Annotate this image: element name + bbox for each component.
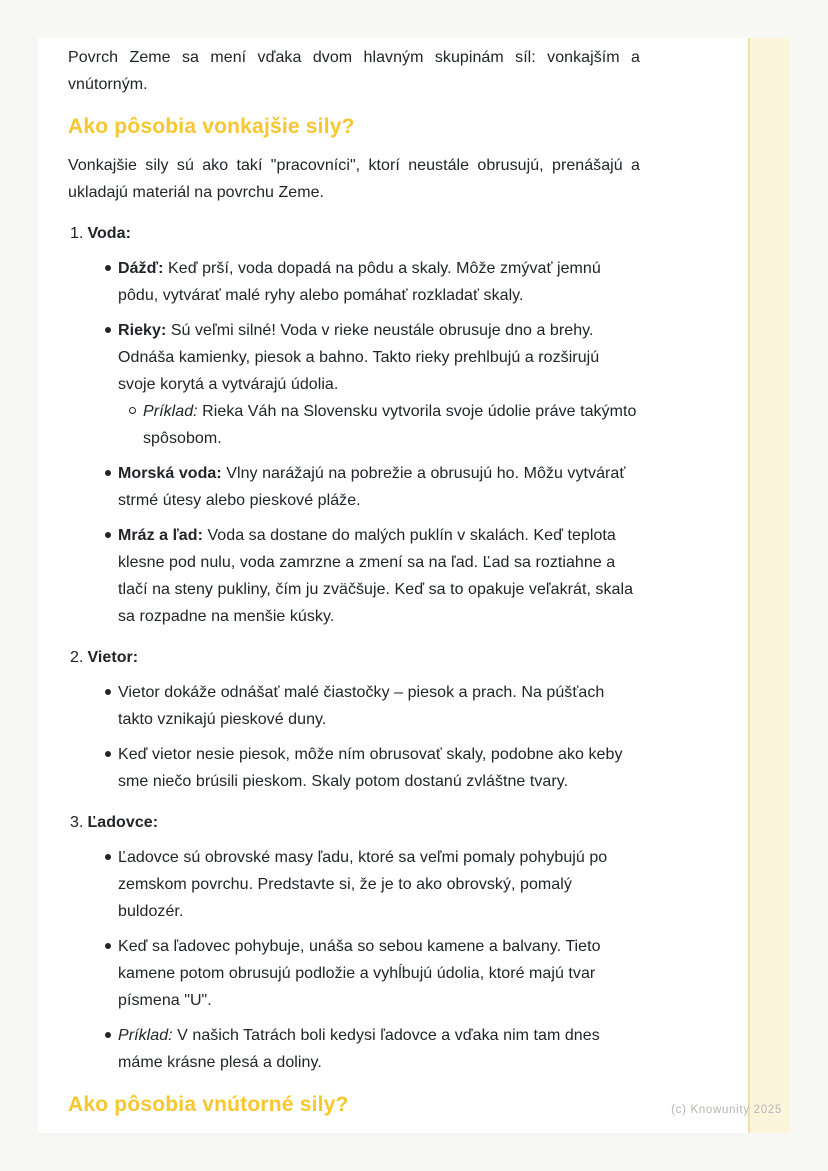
- bullet-label: Rieky:: [118, 322, 167, 339]
- bullet-text: Vlny narážajú na pobrežie a obrusujú ho. Môžu vytvárať strmé útesy alebo pieskové pláže.: [118, 465, 626, 509]
- lead-paragraph: Vonkajšie sily sú ako takí "pracovníci", ktorí neustále obrusujú, prenášajú a ukladajú materiál na povrchu Zeme.: [68, 157, 640, 201]
- numbered-item-title: [70, 809, 640, 836]
- list-number: 3.: [70, 814, 84, 831]
- document-content: [68, 38, 640, 1120]
- watermark: (c) Knowunity 2025: [671, 1104, 782, 1116]
- list-title: Voda:: [87, 225, 131, 242]
- bullet-item-rieky: [68, 317, 640, 452]
- bullet-item-mraz-a-lad: [68, 522, 640, 630]
- bullet-label: Morská voda:: [118, 465, 222, 482]
- bullet-text: Keď sa ľadovec pohybuje, unáša so sebou kamene a balvany. Tieto kamene potom obrusujú podložie a vyhĺbujú údolia, ktoré majú tvar písmena "U".: [118, 938, 601, 1009]
- numbered-item-voda: [68, 220, 640, 630]
- bullet-item: [68, 679, 640, 733]
- bullet-text: Keď vietor nesie piesok, môže ním obrusovať skaly, podobne ako keby sme niečo brúsili pieskom. Skaly potom dostanú zvláštne tvary.: [118, 746, 623, 790]
- bullet-text: Voda sa dostane do malých puklín v skalách. Keď teplota klesne pod nulu, voda zamrzne a zmení sa na ľad. Ľad sa roztiahne a tlačí na steny pukliny, čím ju zväčšuje. Keď sa to opakuje veľakrát, skala sa rozpadne na menšie kúsky.: [118, 527, 634, 625]
- list-title: Ľadovce:: [87, 814, 159, 831]
- bullet-label: Mráz a ľad:: [118, 527, 203, 544]
- bullet-item-morska-voda: [68, 460, 640, 514]
- sub-bullet-item-priklad: [118, 398, 640, 452]
- sub-bullet-list: [118, 398, 640, 452]
- bullet-item: [68, 933, 640, 1014]
- bullet-label: Príklad:: [118, 1027, 173, 1044]
- bullet-item-dazd: [68, 255, 640, 309]
- list-number: 1.: [70, 225, 84, 242]
- numbered-item-vietor: [68, 644, 640, 795]
- bullet-text: Ľadovce sú obrovské masy ľadu, ktoré sa veľmi pomaly pohybujú po zemskom povrchu. Predstavte si, že je to ako obrovský, pomalý buldozér.: [118, 849, 608, 920]
- list-title: Vietor:: [87, 649, 139, 666]
- bullet-label: Dážď:: [118, 260, 164, 277]
- document-page: [38, 38, 790, 1133]
- list-number: 2.: [70, 649, 84, 666]
- sub-bullet-text: Rieka Váh na Slovensku vytvorila svoje údolie práve takýmto spôsobom.: [143, 403, 637, 447]
- bullet-item: [68, 844, 640, 925]
- sub-bullet-label: Príklad:: [143, 403, 198, 420]
- section-heading-external-forces: Ako pôsobia vonkajšie sily?: [68, 115, 355, 138]
- bullet-list: [68, 844, 640, 1076]
- numbered-item-ladovce: [68, 809, 640, 1076]
- bullet-item-priklad: [68, 1022, 640, 1076]
- bullet-list: [68, 679, 640, 795]
- bullet-text: Keď prší, voda dopadá na pôdu a skaly. Môže zmývať jemnú pôdu, vytvárať malé ryhy alebo pomáhať rozkladať skaly.: [118, 260, 601, 304]
- bullet-list: [68, 255, 640, 630]
- bullet-text: Vietor dokáže odnášať malé čiastočky – piesok a prach. Na púšťach takto vznikajú pieskové duny.: [118, 684, 605, 728]
- section-heading-internal-forces: Ako pôsobia vnútorné sily?: [68, 1093, 349, 1116]
- bullet-text: V našich Tatrách boli kedysi ľadovce a vďaka nim tam dnes máme krásne plesá a doliny.: [118, 1027, 600, 1071]
- numbered-item-title: [70, 220, 640, 247]
- right-accent-stripe: [748, 38, 790, 1133]
- bullet-item: [68, 741, 640, 795]
- bullet-text: Sú veľmi silné! Voda v rieke neustále obrusuje dno a brehy. Odnáša kamienky, piesok a bahno. Takto rieky prehlbujú a rozširujú svoje korytá a vytvárajú údolia.: [118, 322, 600, 393]
- numbered-item-title: [70, 644, 640, 671]
- intro-paragraph: Povrch Zeme sa mení vďaka dvom hlavným skupinám síl: vonkajším a vnútorným.: [68, 49, 640, 93]
